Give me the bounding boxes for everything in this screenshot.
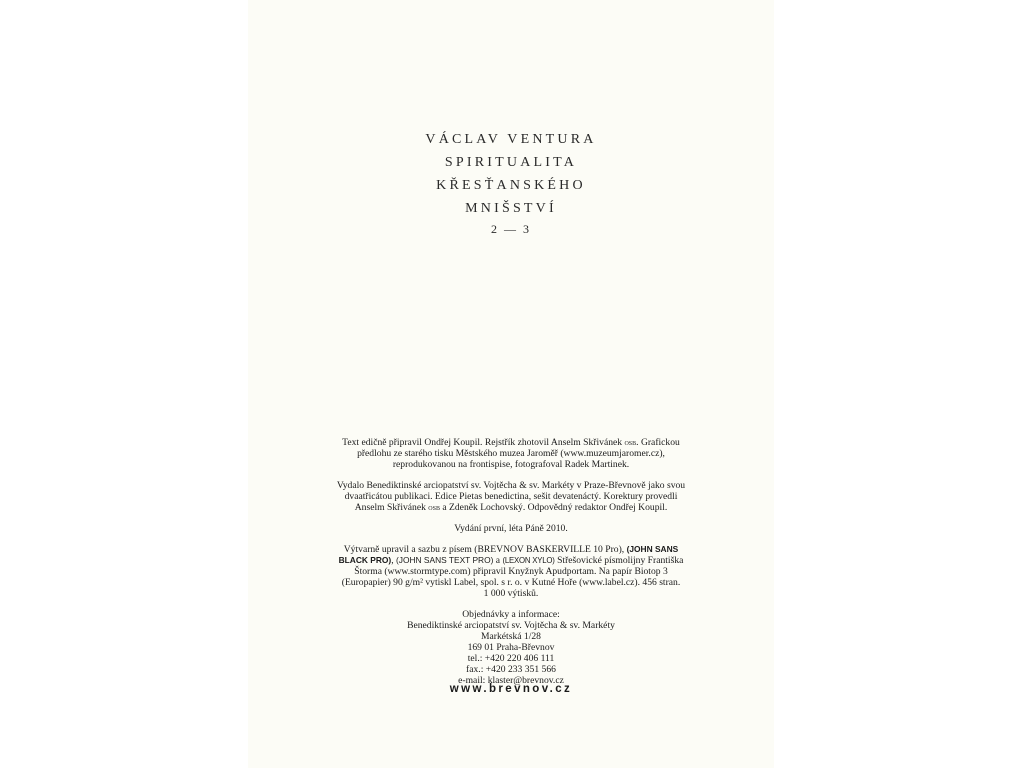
title-block	[248, 128, 774, 237]
book-page	[248, 0, 774, 768]
typography-paragraph: Výtvarně upravil a sazbu z písem (BREVNOV BASKERVILLE 10 Pro), (JOHN SANS BLACK PRO), (JOHN SANS TEXT PRO) a (LEXON XYLO) Střešovické písmolijny Františka Štorma (www.stormtype.com) připravil Knyžnyk Apudportam. Na papír Biotop 3 (Europapier) 90 g/m² vytiskl Label, spol. s r. o. v Kutné Hoře (www.label.cz). 456 stran. 1 000 výtisků.	[338, 544, 684, 599]
author-name: VÁCLAV VENTURA	[425, 132, 597, 147]
edition-paragraph: Vydání první, léta Páně 2010.	[454, 523, 568, 534]
credits-paragraph: Text edičně připravil Ondřej Koupil. Rejstřík zhotovil Anselm Skřivánek osb. Grafickou předlohu ze starého tisku Městského muzea Jaroměř (www.muzeumjaromer.cz), reprodukovanou na frontispise, fotografoval Radek Martinek.	[342, 437, 680, 470]
title-line-3: MNIŠSTVÍ	[465, 201, 557, 216]
title-line-1: SPIRITUALITA	[444, 155, 578, 170]
imprint-block	[248, 437, 774, 696]
contact-paragraph: Objednávky a informace: Benediktinské arciopatství sv. Vojtěcha & sv. Markéty Markétská 1/28 169 01 Praha-Břevnov tel.: +420 220 406 111 fax.: +420 233 351 566 e-mail: klaster@brevnov.cz	[407, 609, 615, 686]
publisher-paragraph: Vydalo Benediktinské arciopatství sv. Vojtěcha & sv. Markéty v Praze-Břevnově jako svou dvaatřicátou publikaci. Edice Pietas benedictina, sešit devatenáctý. Korektury provedli Anselm Skřivánek osb a Zdeněk Lochovský. Odpovědný redaktor Ondřej Koupil.	[336, 480, 686, 513]
title-line-2: KŘESŤANSKÉHO	[436, 178, 586, 193]
website-url: www.brevnov.cz	[449, 683, 573, 695]
volume-number: 2 — 3	[491, 222, 531, 236]
